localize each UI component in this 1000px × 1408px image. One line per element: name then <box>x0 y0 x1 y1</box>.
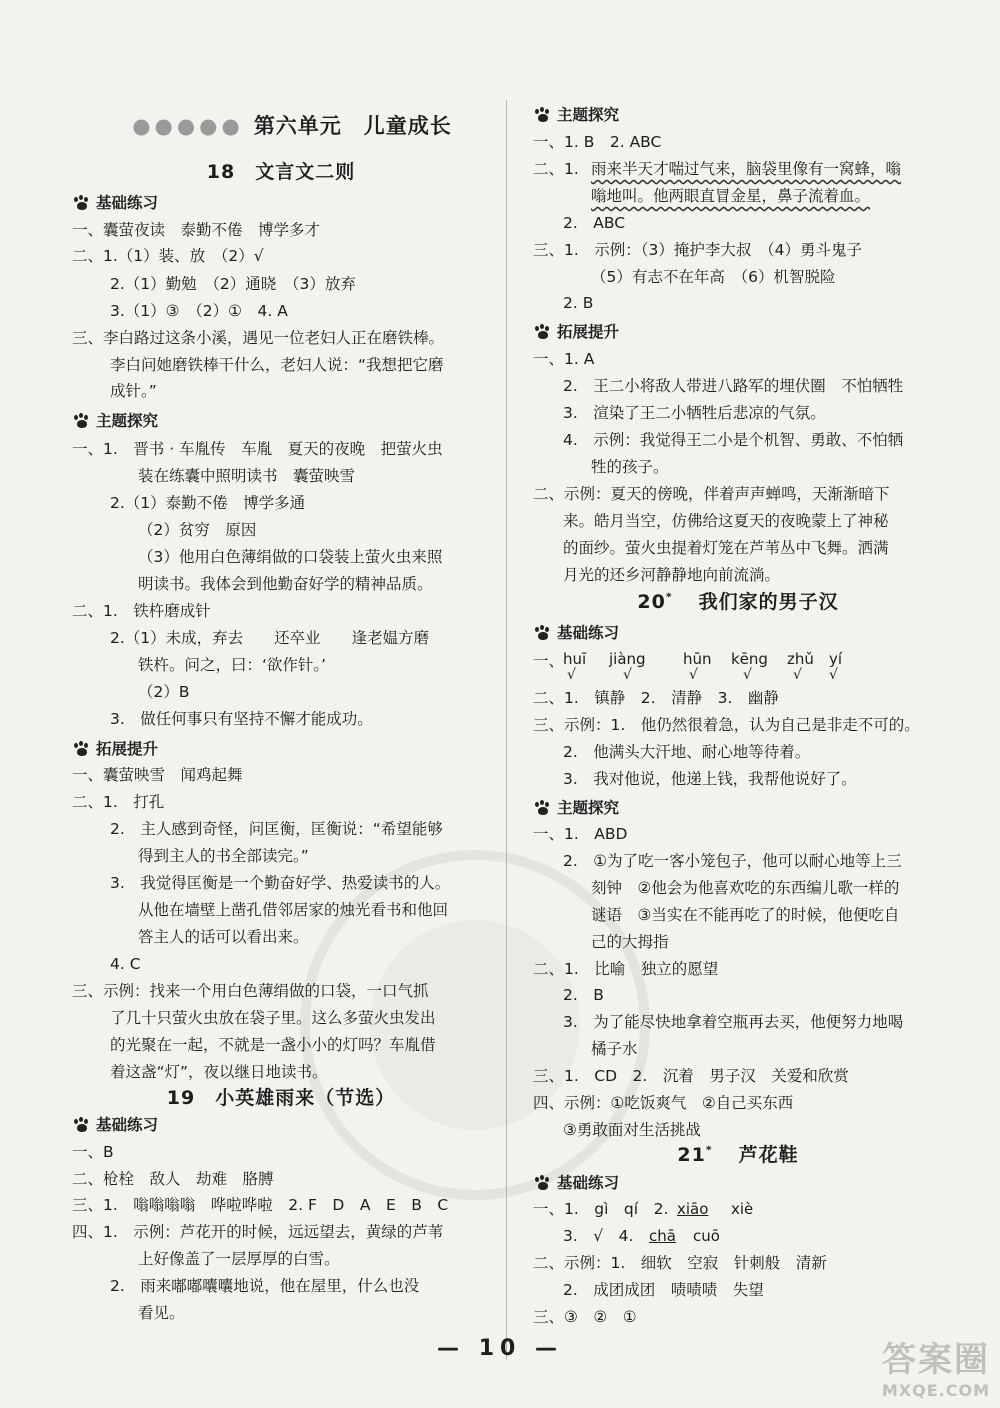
answer-line: 三、1. CD 2. 沉着 男子汉 关爱和欣赏 <box>533 1067 849 1085</box>
answer-line: 3. 我对他说，他递上钱，我帮他说好了。 <box>563 770 857 788</box>
answer-line: 刻钟 ②他会为他喜欢吃的东西编儿歌一样的 <box>591 879 900 897</box>
paw-icon <box>533 625 553 641</box>
answer-line: 4. C <box>110 955 141 973</box>
paw-icon <box>72 1117 92 1133</box>
answer-line: 2. B <box>563 294 594 312</box>
answer-line: 二、枪栓 敌人 劫难 胳膊 <box>72 1170 274 1188</box>
answer-line: 着这盏“灯”，夜以继日地读书。 <box>110 1063 328 1081</box>
pinyin-answer: huī <box>563 650 587 668</box>
answer-line: 2. 主人感到奇怪，问匡衡，匡衡说：“希望能够 <box>110 820 443 838</box>
check-mark: √ <box>829 667 838 683</box>
section-heading: 基础练习 <box>533 620 619 646</box>
answer-line: 一、1. ABD <box>533 825 628 843</box>
answer-line: （5）有志不在年高 （6）机智脱险 <box>591 268 836 286</box>
paw-icon <box>72 413 92 429</box>
answer-line: 一、囊萤映雪 闻鸡起舞 <box>72 766 243 784</box>
answer-line: （3）他用白色薄绢做的口袋装上萤火虫来照 <box>138 548 443 566</box>
answer-line: 成针。” <box>110 382 157 400</box>
corner-watermark-logo: 答案圈 MXQE.COM <box>881 1340 990 1400</box>
answer-line: 二、1.（1）装、放 （2）√ <box>72 247 264 265</box>
section-heading: 主题探究 <box>72 408 158 434</box>
answer-line: 谜语 ③当实在不能再吃了的时候，他便吃自 <box>591 906 900 924</box>
paw-icon <box>72 741 92 757</box>
check-mark: √ <box>793 667 802 683</box>
left-column <box>72 0 490 1408</box>
answer-line: 2. ABC <box>563 214 626 232</box>
answer-line: 橘子水 <box>591 1040 638 1058</box>
answer-line: （2）B <box>138 683 190 701</box>
answer-line: ③勇敢面对生活挑战 <box>563 1121 701 1139</box>
lesson-20-title: 20* 我们家的男子汉 <box>637 590 839 613</box>
answer-line: 一、1. A <box>533 350 595 368</box>
section-heading: 拓展提升 <box>72 736 158 762</box>
answer-line: 上好像盖了一层厚厚的白雪。 <box>138 1250 340 1268</box>
answer-line: 三、示例：1. 他仍然很着急，认为自己是非走不可的。 <box>533 716 920 734</box>
answer-line: 二、1. 镇静 2. 清静 3. 幽静 <box>533 689 779 707</box>
section-heading: 基础练习 <box>72 1112 158 1138</box>
section-heading: 拓展提升 <box>533 319 619 345</box>
answer-line: 3.（1）③ （2）① 4. A <box>110 302 288 320</box>
answer-line: 牲的孩子。 <box>591 458 669 476</box>
pinyin-answer: yí <box>829 650 843 668</box>
section-heading: 基础练习 <box>533 1170 619 1196</box>
underlined-answer-line: 雨来半天才喘过气来，脑袋里像有一窝蜂，嗡 <box>591 160 902 178</box>
answer-line: 2. ①为了吃一客小笼包子，他可以耐心地等上三 <box>563 852 902 870</box>
pinyin-answer: kēng <box>731 650 768 668</box>
check-mark: √ <box>567 667 576 683</box>
section-heading: 主题探究 <box>533 795 619 821</box>
pinyin-answer: cuō <box>693 1227 720 1245</box>
answer-line: 来。皓月当空，仿佛给这夏天的夜晚蒙上了神秘 <box>563 512 889 530</box>
answer-line: 看见。 <box>138 1304 185 1322</box>
answer-line: 2. 雨来嘟嘟囔囔地说，他在屋里，什么也没 <box>110 1277 420 1295</box>
answer-line: 从他在墙壁上凿孔借邻居家的烛光看书和他回 <box>138 901 449 919</box>
answer-line: 己的大拇指 <box>591 933 669 951</box>
unit-title: ●●●●● 第六单元 儿童成长 <box>132 114 452 138</box>
answer-line: 李白问她磨铁棒干什么，老妇人说：“我想把它磨 <box>110 356 444 374</box>
answer-line: 一、囊萤夜读 泰勤不倦 博学多才 <box>72 221 321 239</box>
column-divider <box>506 100 507 1360</box>
answer-line: 的面纱。萤火虫提着灯笼在芦苇丛中飞舞。洒满 <box>563 539 889 557</box>
lesson-21-title: 21* 芦花鞋 <box>677 1143 799 1166</box>
title-dots: ●●●●● <box>132 114 244 138</box>
answer-line: 三、1. 嗡嗡嗡嗡 哗啦哗啦 2. F D A E B C <box>72 1196 449 1214</box>
check-mark: √ <box>743 667 752 683</box>
pinyin-answer: chā <box>649 1227 676 1245</box>
answer-line: 三、示例：找来一个用白色薄绢做的口袋，一口气抓 <box>72 982 429 1000</box>
paw-icon <box>533 107 553 123</box>
pinyin-answer: jiàng <box>609 650 646 668</box>
answer-line: 二、示例：夏天的傍晚，伴着声声蝉鸣，天渐渐暗下 <box>533 485 890 503</box>
pinyin-answer: xiāo <box>677 1200 709 1218</box>
paw-icon <box>533 1175 553 1191</box>
answer-line: 了几十只萤火虫放在袋子里。这么多萤火虫发出 <box>110 1009 436 1027</box>
answer-line: （2）贫穷 原因 <box>138 521 257 539</box>
answer-line: 二、1. 铁杵磨成针 <box>72 602 211 620</box>
pinyin-answer: hūn <box>683 650 712 668</box>
answer-line: 的光聚在一起，不就是一盏小小的灯吗？车胤借 <box>110 1036 436 1054</box>
pinyin-answer: zhǔ <box>787 650 814 668</box>
paw-icon <box>72 195 92 211</box>
answer-line: 3. 为了能尽快地拿着空瓶再去买，他便努力地喝 <box>563 1013 904 1031</box>
answer-line: 一、1. gì qí 2. <box>533 1200 669 1218</box>
underlined-answer-line: 嗡地叫。他两眼直冒金星，鼻子流着血。 <box>591 187 871 205</box>
lesson-18-title: 18 文言文二则 <box>206 161 356 183</box>
right-column <box>533 0 943 1408</box>
answer-line: 铁杵。问之，曰：‘欲作针。’ <box>138 656 327 674</box>
check-mark: √ <box>623 667 632 683</box>
answer-line: 二、1. 比喻 独立的愿望 <box>533 960 719 978</box>
answer-line: 2. 王二小将敌人带进八路军的埋伏圈 不怕牺牲 <box>563 377 904 395</box>
lesson-19-title: 19 小英雄雨来（节选） <box>166 1087 396 1109</box>
answer-line: 2.（1）泰勤不倦 博学多通 <box>110 494 306 512</box>
section-heading: 基础练习 <box>72 190 158 216</box>
answer-line: 一、B <box>72 1143 114 1161</box>
page-number: — 10 — <box>437 1336 563 1361</box>
answer-line: 明读书。我体会到他勤奋好学的精神品质。 <box>138 575 433 593</box>
answer-line: 4. 示例：我觉得王二小是个机智、勇敢、不怕牺 <box>563 431 904 449</box>
answer-line: 三、李白路过这条小溪，遇见一位老妇人正在磨铁棒。 <box>72 329 445 347</box>
answer-line: 月光的还乡河静静地向前流淌。 <box>563 566 781 584</box>
answer-line: 装在练囊中照明读书 囊萤映雪 <box>138 467 356 485</box>
answer-line: 得到主人的书全部读完。” <box>138 847 309 865</box>
answer-line: 一、1. B 2. ABC <box>533 133 662 151</box>
section-heading: 主题探究 <box>533 102 619 128</box>
paw-icon <box>533 324 553 340</box>
answer-line: 答主人的话可以看出来。 <box>138 928 309 946</box>
answer-line: 2. 他满头大汗地、耐心地等待着。 <box>563 743 811 761</box>
answer-line: 3. 做任何事只有坚持不懈才能成功。 <box>110 710 373 728</box>
answer-line: 二、1. 打孔 <box>72 793 165 811</box>
paw-icon <box>533 800 553 816</box>
answer-line: 一、1. 晋书 · 车胤传 车胤 夏天的夜晚 把萤火虫 <box>72 440 443 458</box>
answer-line: 3. √ 4. <box>563 1227 634 1245</box>
answer-line: 一、 <box>533 652 565 670</box>
check-mark: √ <box>689 667 698 683</box>
answer-line: 四、示例：①吃饭爽气 ②自己买东西 <box>533 1094 794 1112</box>
answer-line: 2.（1）勤勉 （2）通晓 （3）放弃 <box>110 275 356 293</box>
answer-line: 三、1. 示例：（3）掩护李大叔 （4）勇斗鬼子 <box>533 241 863 259</box>
answer-line: 二、1. <box>533 160 579 178</box>
answer-line: 2.（1）未成，弃去 还卒业 逢老媪方磨 <box>110 629 430 647</box>
answer-line: 3. 渲染了王二小牺牲后悲凉的气氛。 <box>563 404 826 422</box>
answer-line: 三、③ ② ① <box>533 1308 637 1326</box>
pinyin-answer: xiè <box>731 1200 754 1218</box>
answer-line: 二、示例：1. 细软 空寂 针刺般 清新 <box>533 1254 827 1272</box>
answer-line: 四、1. 示例：芦花开的时候，远远望去，黄绿的芦苇 <box>72 1223 444 1241</box>
answer-line: 2. 成团成团 啧啧啧 失望 <box>563 1281 764 1299</box>
answer-line: 2. B <box>563 986 604 1004</box>
answer-line: 3. 我觉得匡衡是一个勤奋好学、热爱读书的人。 <box>110 874 451 892</box>
